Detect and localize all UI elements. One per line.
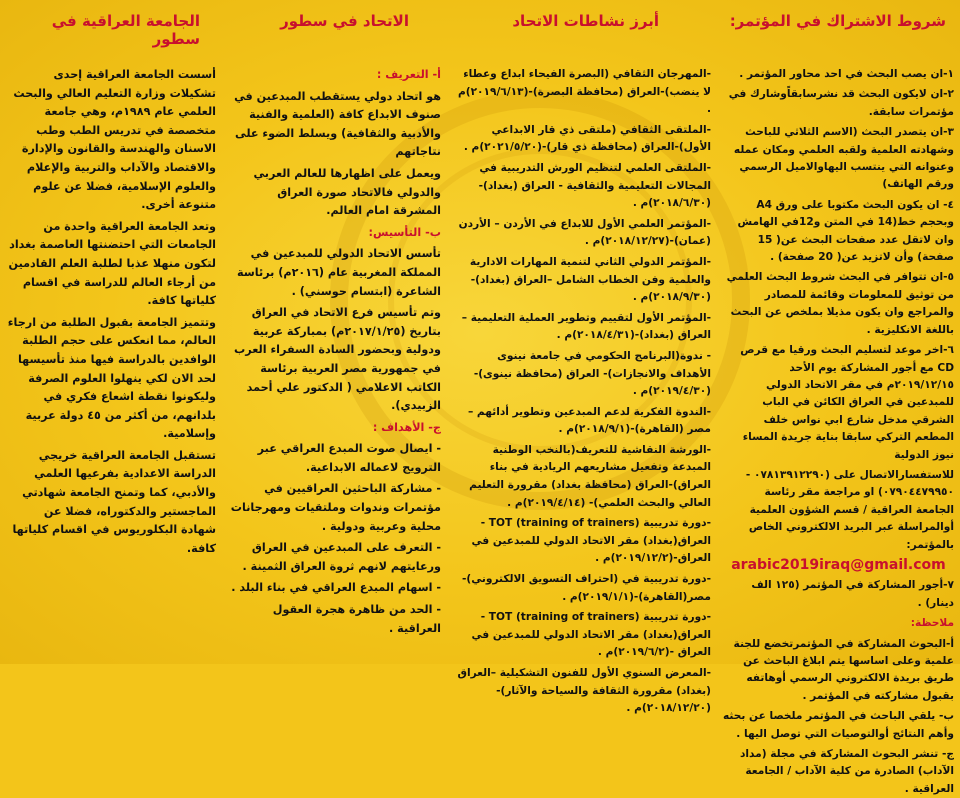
conditions-column bbox=[717, 0, 960, 795]
goal-item: - اسهام المبدع العراقي في بناء البلد . bbox=[231, 581, 441, 595]
activity-item: -دورة تدريبية (TOT (training of trainers - العراق(بغداد) مقر الاتحاد الدولي للمبدعين في العراق-(٢٠١٩/١٢/٢)م . bbox=[471, 517, 711, 565]
definition-paragraph: هو اتحاد دولي يستقطب المبدعين في صنوف الابداع كافة (العلمية والفنية والأدبية والثقافية) ويسلط الضوء على نتاجاتهم bbox=[234, 89, 441, 159]
definition-paragraph: ويعمل على اظهارها للعالم العربي والدولي فالاتحاد صورة العراق المشرقة امام العالم. bbox=[253, 166, 441, 218]
founding-paragraph: وتم تأسيس فرع الاتحاد في العراق بتاريخ (٢٠١٧/١/٢٥م) بمباركة عربية ودولية وبحضور السادة السفراء العرب في جمهورية مصر العربية برئاسة الكاتب الاعلامي ( الدكتور علي أحمد الزبيدي). bbox=[234, 306, 441, 413]
note-item: أ-البحوث المشاركة في المؤتمرتخضع للجنة علمية وعلى اساسها يتم ابلاغ الباحث عن طريق بريدة الالكتروني الرسمي أوهاتفه بقبول مشاركته في المؤتمر . bbox=[733, 637, 954, 702]
activity-item: -المؤتمر الدولي الثاني لتنمية المهارات الادارية والعلمية وفن الخطاب الشامل –العراق (بغداد)-(٢٠١٨/٩/٣٠)م . bbox=[469, 255, 711, 304]
goals-subheading: ج- الأهداف : bbox=[372, 420, 441, 434]
university-paragraph: تستقبل الجامعة العراقية خريجي الدراسة الاعدادية بفرعيها العلمي والأدبي، كما وتمنح الجامعة شهادتي الماجستير والدكتوراه، فضلا عن شهادة البكلوريوس في اقسام كلياتها كافة. bbox=[12, 448, 216, 555]
goal-item: - مشاركة الباحثين العراقيين في مؤتمرات وندوات وملتقيات ومهرجانات محلية وعربية ودولية . bbox=[230, 482, 441, 533]
conditions-text bbox=[722, 66, 954, 795]
activity-item: -المؤتمر العلمي الأول للابداع في الأردن – الأردن (عمان)-(٢٠١٨/١٢/٢٧)م . bbox=[458, 217, 711, 248]
goal-item: - الحد من ظاهرة هجرة العقول العراقية . bbox=[272, 603, 441, 635]
notes-subheading: ملاحظة: bbox=[910, 617, 954, 630]
activity-item: -الملتقى العلمي لتنظيم الورش التدريبية في المجالات التعليمية والثقافية - العراق (بغداد)-(٢٠١٨/٦/٣٠)م . bbox=[478, 161, 711, 210]
definition-subheading: أ- التعريف : bbox=[376, 68, 441, 81]
activity-item: - ندوة(البرنامج الحكومي في جامعة نينوى الأهداف والانجازات)- العراق (محافظة نينوى)-(٢٠١٩/٤/٣٠)م . bbox=[473, 349, 711, 398]
participation-fee: ٧-أجور المشاركة في المؤتمر (١٢٥ الف دينار) . bbox=[751, 579, 954, 609]
condition-item: ٣-ان يتصدر البحث (الاسم الثلاثي للباحث وشهادته العلمية ولقبه العلمي ومكان عمله وعنوانه التي ينتسب اليهاوالاميل الرسمي ورقم الهاتف) bbox=[733, 126, 954, 191]
activity-item: -المعرض السنوي الأول للفنون التشكيلية –العراق (بغداد) مقرورة الثقافة والسياحة والآثار)-(٢٠١٨/١٢/٢٠)م . bbox=[457, 667, 711, 715]
conditions-heading: شروط الاشتراك في المؤتمر: bbox=[729, 12, 946, 30]
goal-item: - ايصال صوت المبدع العراقي عبر الترويج لاعماله الابداعية. bbox=[257, 442, 441, 474]
conference-email-link[interactable]: arabic2019iraq@gmail.com bbox=[731, 556, 946, 573]
university-paragraph: وتعد الجامعة العراقية واحدة من الجامعات التي احتضنتها العاصمة بغداد لتكون منهلا عذبا لطلبة العلم القادمين من أرجاء العالم للدراسة في اقسام كلياتها كافة. bbox=[8, 219, 216, 308]
union-heading: الاتحاد في سطور bbox=[280, 12, 409, 30]
university-paragraph: وتتميز الجامعة بقبول الطلبة من ارجاء العالم، مما انعكس على حجم الطلبة الوافدين بالدراسة فيها منذ تأسيسها لحد الان لكي ينهلوا العلوم الصرفة وليكونوا نقطة اشعاع فكري في بلدانهم، من أكثر من ٤٥ دولة عربية وإسلامية. bbox=[7, 315, 216, 441]
activities-text bbox=[453, 66, 711, 715]
university-column bbox=[0, 0, 222, 664]
activities-column bbox=[447, 0, 717, 715]
activities-heading: أبرز نشاطات الاتحاد bbox=[512, 12, 659, 30]
activity-item: -الملتقى الثقافي (ملتقى ذي قار الابداعي الأول)-العراق (محافظة ذي قار)-(٢٠٢١/٥/٢٠)م . bbox=[463, 123, 711, 154]
condition-item: ١-ان يصب البحث في احد محاور المؤتمر . bbox=[739, 68, 954, 80]
activity-item: -الندوة الفكرية لدعم المبدعين وتطوير أدائهم –مصر (القاهرة)-(٢٠١٨/٩/١)م . bbox=[467, 405, 711, 436]
founding-subheading: ب- التأسيس: bbox=[368, 225, 441, 239]
union-column bbox=[222, 0, 447, 664]
university-text bbox=[6, 66, 216, 656]
founding-paragraph: تأسس الاتحاد الدولي للمبدعين في المملكة المغربية عام (٢٠١٦م) برئاسة الشاعرة (ابتسام حوسني) . bbox=[237, 247, 441, 298]
note-item: ج- تنشر البحوث المشاركة في مجلة (مداد الآداب) الصادرة من كلية الآداب / الجامعة العراقية . bbox=[739, 748, 954, 795]
note-item: ب- يلقي الباحث في المؤتمر ملخصا عن بحثه وأهم النتائج أوالتوصيات التي توصل اليها . bbox=[722, 710, 954, 740]
activity-item: -المؤتمر الأول لتقييم وتطوير العملية التعليمية –العراق (بغداد)-(٢٠١٨/٤/٣١)م . bbox=[461, 311, 711, 342]
condition-item: ٦-اخر موعد لتسليم البحث ورقيا مع قرص CD مع أجور المشاركة يوم الأحد ٢٠١٩/١٢/١٥م في مقر الاتحاد الدولي للمبدعين في العراق الكائن في الباب الشرقي مدخل شارع ابي نواس خلف المطعم التركي سابقا بناية جريدة المساء نيوز الدولية bbox=[740, 344, 954, 461]
university-paragraph: أسست الجامعة العراقية إحدى تشكيلات وزارة التعليم العالي والبحث العلمي عام ١٩٨٩م، وهي جامعة متخصصة في تدريس الطب وطب الاسنان والهندسة والقانون والإدارة والاقتصاد والآداب والتربية والإعلام والعلوم الإسلامية، فضلا عن علوم متنوعة أخرى. bbox=[13, 68, 216, 212]
activity-item: -الورشة النقاشية للتعريف(بالنخب الوطنية المبدعة وتفعيل مشاريعهم الريادية في بناء العراق)-العراق (محافظة بغداد) مقرورة التعليم العالي والبحث العلمي)- (٢٠١٩/٤/١٤)م . bbox=[469, 443, 711, 509]
activity-item: -دورة تدريبية في (احتراف التسويق الالكتروني)- مصر(القاهرة)-(٢٠١٩/١/١)م . bbox=[461, 573, 711, 603]
condition-item: ٤- ان يكون البحث مكتوبا على ورق A4 وبحجم خط(14 في المتن و12في الهامش وان لاتقل عدد صفحات البحث عن( 15 صفحة) وأن لاتزيد عن( 20 صفحة) . bbox=[737, 198, 954, 264]
activity-item: -المهرجان الثقافي (البصرة الفيحاء ابداع وعطاء لا ينضب)-العراق (محافظة البصرة)-(٢٠١٩/٦/١٣)م . bbox=[457, 68, 711, 116]
condition-item: ٢-ان لايكون البحث قد نشرسابقاًوشارك في مؤتمرات سابقة. bbox=[728, 88, 954, 118]
union-text bbox=[228, 66, 441, 656]
goal-item: - التعرف على المبدعين في العراق ورعايتهم لانهم ثروة العراق الثمينة . bbox=[242, 541, 441, 573]
contact-info: للاستفسارالاتصال على (٠٧٨١٣٩١٢٢٩٠ - ٠٧٩٠٤٤٧٩٩٥٠) او مراجعة مقر رئاسة الجامعة العراقية / قسم الشؤون العلمية أوالمراسلة عبر البريد الالكتروني الخاص بالمؤتمر: bbox=[745, 468, 954, 551]
university-heading: الجامعة العراقية في سطور bbox=[51, 12, 200, 48]
activity-item: -دورة تدريبية (TOT (training of trainers - العراق(بغداد) مقر الاتحاد الدولي للمبدعين في العراق -(٢٠١٩/٦/٢)م . bbox=[471, 611, 711, 659]
condition-item: ٥-ان تتوافر في البحث شروط البحث العلمي من توثيق للمعلومات وقائمة للمصادر والمراجع وان يكون مذيلا بملخص عن البحث باللغة الانكليزية . bbox=[726, 271, 954, 336]
